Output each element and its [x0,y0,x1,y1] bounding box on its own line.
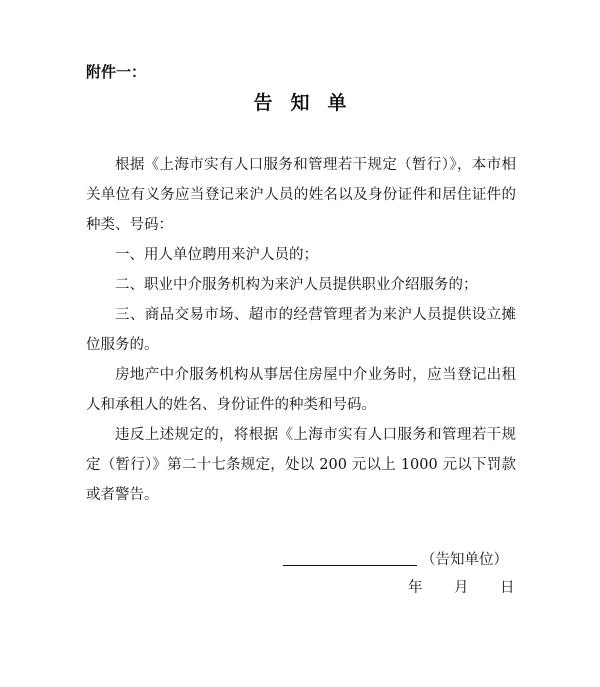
document-title: 告知单 [253,92,365,114]
paragraph-intro: 根据《上海市实有人口服务和管理若干规定（暂行）》，本市相关单位有义务应当登记来沪人员的姓名以及身份证件和居住证件的种类、号码： [86,157,516,233]
paragraph-item-3: 三、商品交易市场、超市的经营管理者为来沪人员提供设立摊位服务的。 [86,307,516,353]
signature-label: （告知单位） [421,552,508,568]
date-year-label: 年 [408,580,423,596]
paragraph-real-estate: 房地产中介服务机构从事居住房屋中介业务时，应当登记出租人和承租人的姓名、身份证件的种类和号码。 [86,367,516,413]
signature-blank-line [283,565,417,566]
paragraph-item-2: 二、职业中介服务机构为来沪人员提供职业介绍服务的； [115,277,478,293]
paragraph-penalty: 违反上述规定的，将根据《上海市实有人口服务和管理若干规定（暂行）》第二十七条规定，处以 200 元以上 1000 元以下罚款或者警告。 [86,427,516,503]
attachment-label: 附件一： [86,63,147,81]
signature-row [283,548,523,572]
date-day-label: 日 [500,580,515,596]
date-month-label: 月 [454,580,469,596]
document-body [86,150,516,510]
paragraph-item-1: 一、用人单位聘用来沪人员的； [115,247,318,263]
